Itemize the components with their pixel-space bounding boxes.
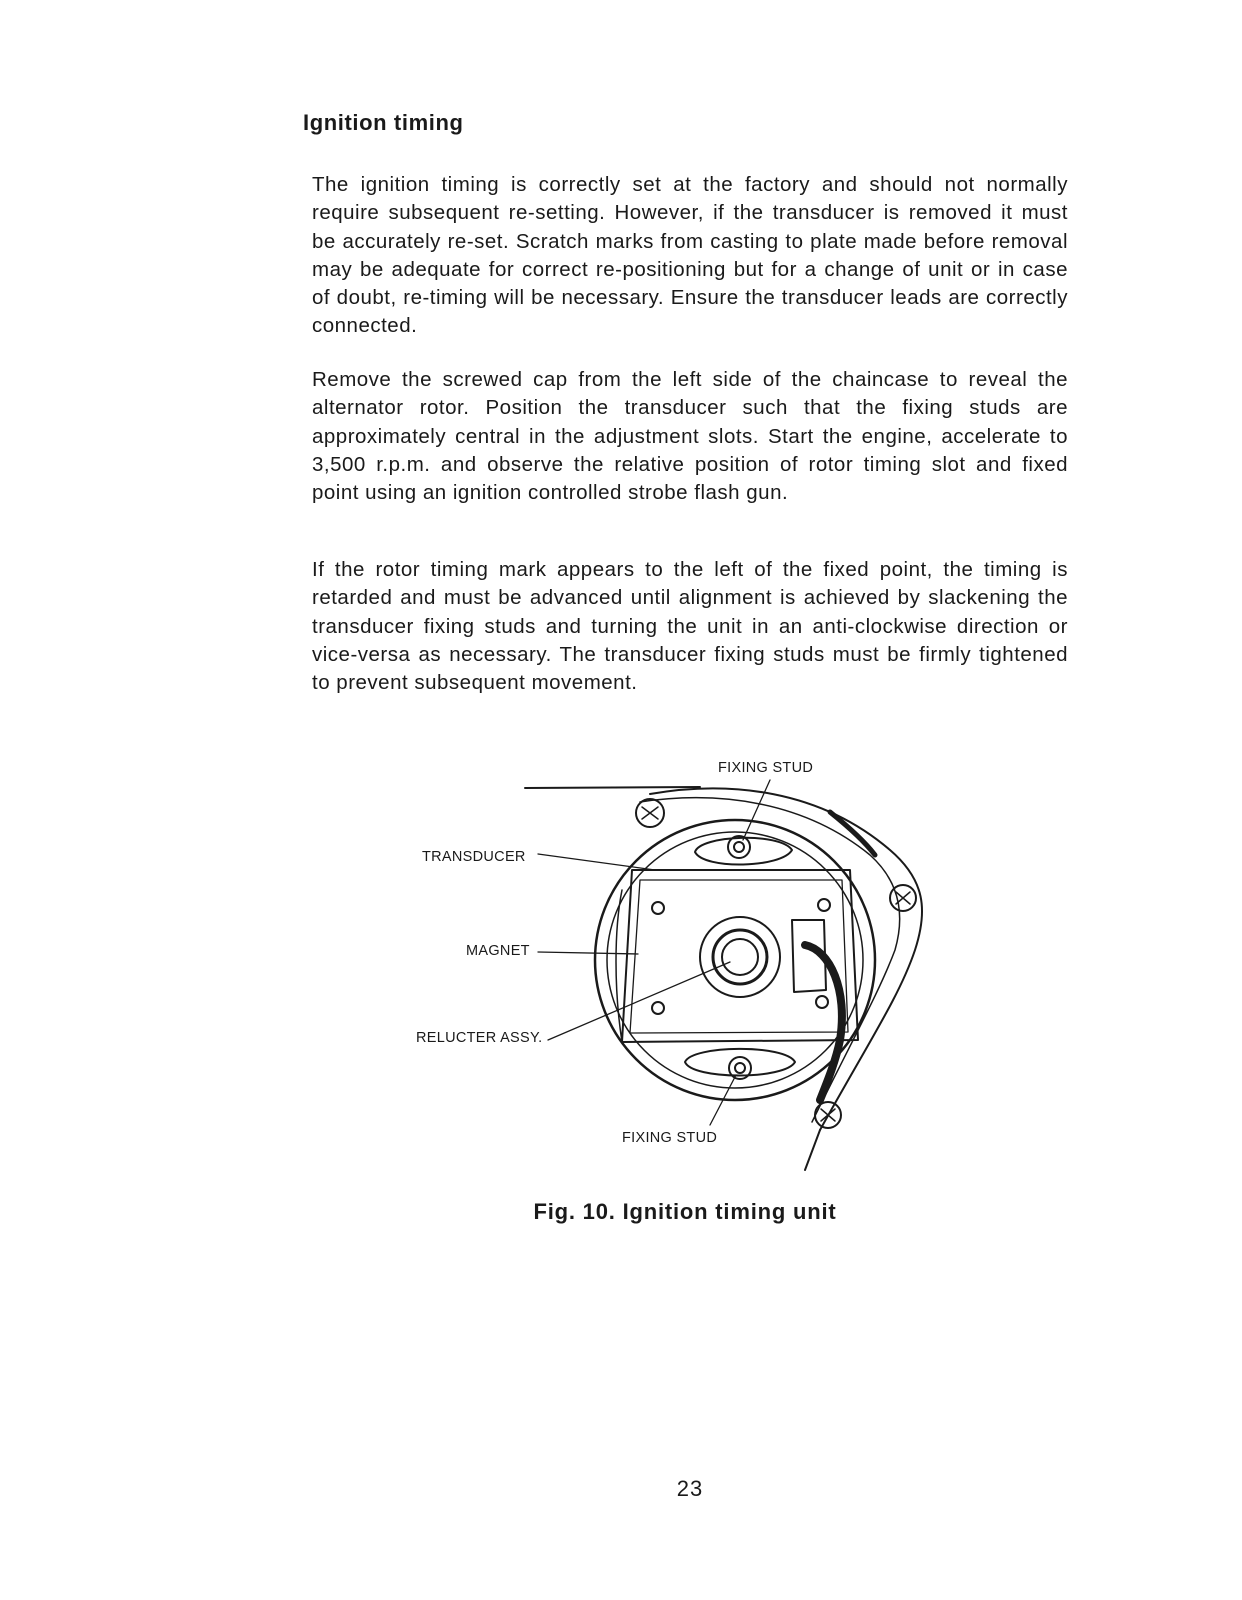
casing-bottom-leg [805,1130,820,1170]
label-fixing-stud-bottom: FIXING STUD [622,1130,718,1146]
leader-transducer [538,854,655,870]
paragraph-factory-setting: The ignition timing is correctly set at the factory and should not normally require subsequent re-setting. However, if the transducer is removed it must be accurately re-set. Scratch marks from casting to plate made before removal may be adequate for correct re-positioning but for a change of unit or in case of doubt, re-timing will be necessary. Ensure the transducer leads are correctly connected. [312,173,1068,338]
screw-bottom-slot [821,1109,835,1121]
paragraph-adjustment: If the rotor timing mark appears to the left of the fixed point, the timing is retarded and must be advanced until alignment is achieved by slackening the transducer fixing studs and turning the unit in an anti-clockwise direction or vice-versa as necessary. The transducer fixing studs must be firmly tightened to prevent subsequent movement. [312,558,1068,695]
timing-unit-drawing [400,750,940,1180]
label-fixing-stud-top: FIXING STUD [718,760,814,776]
reluctor-centre [722,939,758,975]
screw-top-slot [642,807,658,819]
leader-fixing-stud-top [743,780,770,840]
rivet-top-left [652,902,664,914]
top-adjustment-slot [695,838,792,865]
label-transducer: TRANSDUCER [422,849,526,865]
section-heading: Ignition timing [303,110,464,135]
top-fixing-stud [728,836,750,858]
bottom-fixing-stud-inner [735,1063,745,1073]
figure-caption: Fig. 10. Ignition timing unit [533,1199,837,1224]
rivet-top-right [818,899,830,911]
paragraph-strobe-check: Remove the screwed cap from the left side of the chaincase to reveal the alternator rotor. Position the transducer such that the fixing studs are approximately central in the adjustment slots. Start the engine, accelerate to 3,500 r.p.m. and observe the relative position of rotor timing slot and fixed point using an ignition controlled strobe flash gun. [312,368,1068,505]
leader-magnet [538,952,638,954]
rivet-bottom-left [652,1002,664,1014]
label-relucter-assy: RELUCTER ASSY. [416,1030,543,1046]
top-fixing-stud-inner [734,842,744,852]
screw-right-slot [896,892,910,904]
rivet-bottom-right [816,996,828,1008]
label-magnet: MAGNET [466,943,530,959]
ignition-timing-diagram [400,750,940,1180]
leader-relucter [548,962,730,1040]
chaincase-edge [525,787,700,788]
page-number: 23 [676,1476,704,1501]
